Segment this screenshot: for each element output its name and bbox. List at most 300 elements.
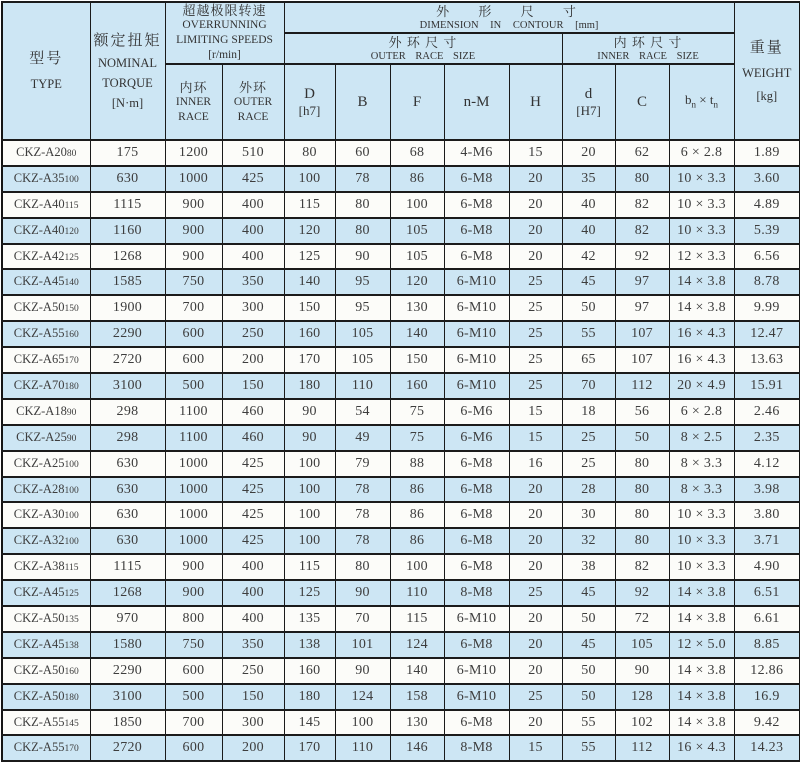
cell-type (2, 710, 90, 736)
table-row (2, 554, 800, 580)
cell-inner-speed: 1100 (165, 425, 222, 451)
cell-B: 60 (335, 140, 390, 166)
cell-nM: 6-M10 (444, 295, 509, 321)
cell-type (2, 554, 90, 580)
cell-D: 170 (284, 735, 335, 761)
table-row (2, 658, 800, 684)
cell-D: 180 (284, 373, 335, 399)
cell-weight: 8.85 (734, 632, 800, 658)
table-row (2, 528, 800, 554)
cell-bt: 16 × 4.3 (669, 347, 734, 373)
cell-B: 70 (335, 606, 390, 632)
cell-F: 105 (390, 244, 444, 270)
cell-B: 95 (335, 269, 390, 295)
table-row (2, 735, 800, 761)
cell-weight: 9.42 (734, 710, 800, 736)
col-header-H (509, 64, 562, 140)
type-code-suffix: 100 (64, 537, 79, 548)
cell-H: 20 (509, 554, 562, 580)
cell-B: 101 (335, 632, 390, 658)
cell-nM: 4-M6 (444, 140, 509, 166)
cell-C: 80 (615, 477, 669, 503)
cell-D: 100 (284, 528, 335, 554)
col-header-d (562, 64, 615, 140)
cell-outer-speed: 425 (222, 477, 284, 503)
cell-bt: 10 × 3.3 (669, 166, 734, 192)
cell-F: 140 (390, 321, 444, 347)
type-code-suffix: 125 (64, 589, 79, 600)
cell-outer-speed: 250 (222, 321, 284, 347)
table-row (2, 166, 800, 192)
table-row (2, 451, 800, 477)
cell-inner-speed: 600 (165, 658, 222, 684)
col-header-F (390, 64, 444, 140)
cell-B: 124 (335, 684, 390, 710)
weight-label-en: WEIGHT (742, 65, 792, 80)
cell-D: 80 (284, 140, 335, 166)
cell-torque: 630 (90, 528, 165, 554)
cell-weight: 6.56 (734, 244, 800, 270)
cell-nM: 6-M10 (444, 606, 509, 632)
spec-sheet (1, 1, 799, 761)
cell-d: 42 (562, 244, 615, 270)
col-header-nM (444, 64, 509, 140)
cell-torque: 630 (90, 477, 165, 503)
type-code-suffix: 135 (64, 614, 79, 625)
cell-nM: 6-M10 (444, 321, 509, 347)
cell-nM: 6-M6 (444, 425, 509, 451)
cell-d: 45 (562, 269, 615, 295)
cell-outer-speed: 400 (222, 606, 284, 632)
cell-outer-speed: 400 (222, 244, 284, 270)
cell-type (2, 477, 90, 503)
cell-B: 78 (335, 528, 390, 554)
cell-nM: 6-M8 (444, 218, 509, 244)
table-row (2, 425, 800, 451)
cell-type (2, 451, 90, 477)
cell-outer-speed: 150 (222, 373, 284, 399)
cell-bt: 14 × 3.8 (669, 606, 734, 632)
col-header-D (284, 64, 335, 140)
cell-F: 86 (390, 502, 444, 528)
type-code-suffix: 90 (66, 433, 77, 444)
cell-d: 45 (562, 632, 615, 658)
speeds-label-en1: OVERRUNNING (182, 19, 267, 31)
cell-outer-speed: 350 (222, 269, 284, 295)
cell-inner-speed: 750 (165, 632, 222, 658)
type-code-main: CKZ-A55 (13, 714, 65, 729)
cell-bt: 8 × 3.3 (669, 477, 734, 503)
cell-C: 97 (615, 269, 669, 295)
spec-table (1, 1, 800, 762)
cell-nM: 6-M10 (444, 658, 509, 684)
cell-H: 25 (509, 580, 562, 606)
cell-C: 80 (615, 528, 669, 554)
cell-F: 110 (390, 580, 444, 606)
col-header-inner-race-size (562, 33, 734, 64)
cell-weight: 16.9 (734, 684, 800, 710)
cell-torque: 630 (90, 166, 165, 192)
type-code-suffix: 125 (64, 252, 79, 263)
cell-H: 20 (509, 658, 562, 684)
cell-d: 18 (562, 399, 615, 425)
cell-d: 20 (562, 140, 615, 166)
cell-C: 92 (615, 580, 669, 606)
cell-weight: 4.90 (734, 554, 800, 580)
col-header-torque (90, 2, 165, 140)
cell-H: 25 (509, 684, 562, 710)
cell-H: 16 (509, 451, 562, 477)
cell-outer-speed: 510 (222, 140, 284, 166)
cell-type (2, 658, 90, 684)
cell-type (2, 218, 90, 244)
cell-D: 100 (284, 451, 335, 477)
cell-F: 86 (390, 166, 444, 192)
table-row (2, 477, 800, 503)
cell-nM: 6-M8 (444, 244, 509, 270)
col-header-inner-race-speed (165, 64, 222, 140)
cell-C: 82 (615, 192, 669, 218)
cell-C: 80 (615, 451, 669, 477)
cell-D: 145 (284, 710, 335, 736)
cell-inner-speed: 900 (165, 554, 222, 580)
type-code-main: CKZ-A45 (13, 585, 65, 600)
cell-inner-speed: 750 (165, 269, 222, 295)
cell-inner-speed: 1100 (165, 399, 222, 425)
cell-nM: 6-M8 (444, 477, 509, 503)
cell-outer-speed: 460 (222, 399, 284, 425)
cell-torque: 3100 (90, 373, 165, 399)
cell-weight: 4.12 (734, 451, 800, 477)
cell-outer-speed: 200 (222, 735, 284, 761)
cell-type (2, 632, 90, 658)
cell-d: 30 (562, 502, 615, 528)
cell-F: 100 (390, 554, 444, 580)
cell-D: 100 (284, 166, 335, 192)
type-code-suffix: 170 (64, 744, 79, 755)
cell-bt: 6 × 2.8 (669, 399, 734, 425)
cell-bt: 12 × 5.0 (669, 632, 734, 658)
cell-nM: 6-M10 (444, 684, 509, 710)
cell-torque: 1585 (90, 269, 165, 295)
cell-B: 78 (335, 166, 390, 192)
cell-torque: 1850 (90, 710, 165, 736)
cell-torque: 2290 (90, 321, 165, 347)
type-code-main: CKZ-A45 (13, 636, 65, 651)
cell-B: 105 (335, 347, 390, 373)
cell-d: 40 (562, 192, 615, 218)
cell-weight: 8.78 (734, 269, 800, 295)
cell-d: 55 (562, 710, 615, 736)
cell-D: 150 (284, 295, 335, 321)
inner-race-label-zh: 内环 (179, 79, 208, 95)
col-header-outer-race-size (284, 33, 562, 64)
col-header-type (2, 2, 90, 140)
cell-outer-speed: 250 (222, 658, 284, 684)
cell-nM: 6-M8 (444, 528, 509, 554)
cell-outer-speed: 400 (222, 580, 284, 606)
cell-H: 20 (509, 477, 562, 503)
cell-bt: 20 × 4.9 (669, 373, 734, 399)
col-header-outer-race-speed (222, 64, 284, 140)
cell-type (2, 192, 90, 218)
speeds-label-zh: 超越极限转速 (182, 3, 267, 18)
type-code-main: CKZ-A20 (16, 144, 67, 159)
cell-F: 105 (390, 218, 444, 244)
cell-d: 35 (562, 166, 615, 192)
cell-type (2, 580, 90, 606)
cell-C: 80 (615, 166, 669, 192)
cell-inner-speed: 500 (165, 373, 222, 399)
speeds-unit: [r/min] (208, 49, 241, 61)
cell-bt: 8 × 2.5 (669, 425, 734, 451)
cell-B: 49 (335, 425, 390, 451)
cell-torque: 2290 (90, 658, 165, 684)
cell-d: 28 (562, 477, 615, 503)
cell-outer-speed: 460 (222, 425, 284, 451)
table-row (2, 502, 800, 528)
type-code-suffix: 120 (64, 226, 79, 237)
cell-B: 90 (335, 244, 390, 270)
cell-outer-speed: 400 (222, 218, 284, 244)
cell-D: 160 (284, 658, 335, 684)
cell-type (2, 166, 90, 192)
cell-outer-speed: 425 (222, 451, 284, 477)
cell-H: 15 (509, 735, 562, 761)
cell-d: 55 (562, 321, 615, 347)
cell-nM: 8-M8 (444, 735, 509, 761)
cell-H: 20 (509, 710, 562, 736)
cell-weight: 3.98 (734, 477, 800, 503)
cell-F: 150 (390, 347, 444, 373)
cell-H: 25 (509, 321, 562, 347)
cell-C: 82 (615, 554, 669, 580)
nM-symbol: n-M (463, 94, 490, 110)
cell-B: 100 (335, 710, 390, 736)
cell-F: 120 (390, 269, 444, 295)
cell-bt: 10 × 3.3 (669, 192, 734, 218)
cell-C: 128 (615, 684, 669, 710)
cell-D: 170 (284, 347, 335, 373)
type-code-suffix: 140 (64, 278, 79, 289)
table-row (2, 295, 800, 321)
cell-torque: 298 (90, 399, 165, 425)
cell-H: 15 (509, 399, 562, 425)
cell-bt: 10 × 3.3 (669, 528, 734, 554)
cell-weight: 2.35 (734, 425, 800, 451)
type-code-main: CKZ-A55 (13, 326, 65, 341)
cell-H: 25 (509, 269, 562, 295)
cell-weight: 14.23 (734, 735, 800, 761)
cell-d: 50 (562, 606, 615, 632)
weight-label-zh: 重量 (749, 39, 784, 56)
type-code-main: CKZ-A50 (13, 688, 65, 703)
type-code-suffix: 100 (64, 511, 79, 522)
type-code-main: CKZ-A45 (13, 274, 65, 289)
cell-type (2, 735, 90, 761)
cell-B: 90 (335, 580, 390, 606)
cell-C: 72 (615, 606, 669, 632)
type-code-suffix: 115 (64, 563, 79, 574)
outer-race-label-zh: 外环 (239, 79, 268, 95)
cell-inner-speed: 1000 (165, 502, 222, 528)
cell-inner-speed: 900 (165, 218, 222, 244)
cell-C: 102 (615, 710, 669, 736)
cell-C: 92 (615, 244, 669, 270)
cell-inner-speed: 600 (165, 735, 222, 761)
cell-torque: 630 (90, 451, 165, 477)
cell-torque: 630 (90, 502, 165, 528)
cell-type (2, 244, 90, 270)
type-code-main: CKZ-A50 (13, 610, 65, 625)
type-code-main: CKZ-A28 (13, 481, 65, 496)
outer-size-label-en: OUTER RACE SIZE (370, 50, 476, 62)
cell-outer-speed: 300 (222, 710, 284, 736)
cell-weight: 5.39 (734, 218, 800, 244)
cell-torque: 1900 (90, 295, 165, 321)
cell-torque: 2720 (90, 735, 165, 761)
cell-d: 40 (562, 218, 615, 244)
cell-weight: 15.91 (734, 373, 800, 399)
cell-C: 112 (615, 373, 669, 399)
col-header-dimension-contour (284, 2, 734, 33)
cell-d: 65 (562, 347, 615, 373)
cell-B: 95 (335, 295, 390, 321)
cell-nM: 6-M8 (444, 192, 509, 218)
cell-bt: 16 × 4.3 (669, 321, 734, 347)
cell-type (2, 502, 90, 528)
cell-H: 15 (509, 140, 562, 166)
cell-C: 107 (615, 347, 669, 373)
cell-bt: 14 × 3.8 (669, 658, 734, 684)
cell-F: 115 (390, 606, 444, 632)
cell-C: 56 (615, 399, 669, 425)
table-row (2, 218, 800, 244)
cell-H: 20 (509, 606, 562, 632)
cell-bt: 12 × 3.3 (669, 244, 734, 270)
cell-d: 55 (562, 735, 615, 761)
F-symbol: F (412, 94, 422, 110)
cell-d: 50 (562, 295, 615, 321)
table-header (2, 2, 800, 140)
type-code-main: CKZ-A70 (13, 377, 65, 392)
cell-F: 75 (390, 425, 444, 451)
cell-H: 20 (509, 632, 562, 658)
cell-weight: 3.60 (734, 166, 800, 192)
H-symbol: H (530, 94, 541, 110)
cell-weight: 6.61 (734, 606, 800, 632)
cell-B: 78 (335, 502, 390, 528)
table-row (2, 710, 800, 736)
cell-bt: 14 × 3.8 (669, 580, 734, 606)
cell-type (2, 399, 90, 425)
cell-F: 160 (390, 373, 444, 399)
table-row (2, 347, 800, 373)
type-label-en: TYPE (30, 77, 62, 91)
cell-D: 180 (284, 684, 335, 710)
type-code-suffix: 160 (64, 330, 79, 341)
bn-tn-symbol: $b_n \times t_n$ (685, 92, 718, 110)
cell-torque: 1268 (90, 580, 165, 606)
cell-nM: 6-M8 (444, 502, 509, 528)
cell-outer-speed: 425 (222, 166, 284, 192)
cell-bt: 16 × 4.3 (669, 735, 734, 761)
table-row (2, 140, 800, 166)
outer-race-label-en1: OUTER (233, 95, 273, 108)
cell-C: 97 (615, 295, 669, 321)
cell-inner-speed: 700 (165, 295, 222, 321)
type-code-suffix: 160 (64, 666, 79, 677)
cell-bt: 10 × 3.3 (669, 502, 734, 528)
cell-nM: 6-M8 (444, 554, 509, 580)
cell-B: 78 (335, 477, 390, 503)
cell-B: 80 (335, 218, 390, 244)
cell-inner-speed: 600 (165, 321, 222, 347)
table-row (2, 399, 800, 425)
type-code-suffix: 115 (64, 200, 79, 211)
cell-nM: 6-M10 (444, 373, 509, 399)
cell-torque: 3100 (90, 684, 165, 710)
cell-nM: 8-M8 (444, 580, 509, 606)
cell-nM: 6-M8 (444, 632, 509, 658)
cell-F: 100 (390, 192, 444, 218)
dimension-label-zh: 外 形 尺 寸 (436, 3, 582, 19)
type-code-main: CKZ-A38 (13, 559, 65, 574)
d-tolerance: [H7] (576, 103, 601, 118)
inner-size-label-zh: 内 环 尺 寸 (613, 34, 683, 50)
cell-type (2, 425, 90, 451)
cell-B: 105 (335, 321, 390, 347)
cell-inner-speed: 800 (165, 606, 222, 632)
cell-F: 86 (390, 477, 444, 503)
col-header-bn-tn (669, 64, 734, 140)
torque-unit: [N·m] (111, 95, 144, 110)
type-code-main: CKZ-A40 (13, 196, 65, 211)
torque-label-zh: 额定扭矩 (93, 32, 162, 49)
D-symbol: D (304, 86, 315, 102)
type-code-suffix: 145 (64, 718, 79, 729)
cell-C: 62 (615, 140, 669, 166)
cell-type (2, 140, 90, 166)
table-row (2, 244, 800, 270)
cell-D: 160 (284, 321, 335, 347)
d-symbol: d (584, 86, 593, 102)
cell-H: 15 (509, 425, 562, 451)
cell-bt: 10 × 3.3 (669, 554, 734, 580)
table-row (2, 632, 800, 658)
cell-nM: 6-M8 (444, 166, 509, 192)
cell-D: 135 (284, 606, 335, 632)
cell-F: 140 (390, 658, 444, 684)
table-row (2, 373, 800, 399)
cell-type (2, 295, 90, 321)
cell-weight: 1.89 (734, 140, 800, 166)
type-code-suffix: 100 (64, 485, 79, 496)
cell-B: 54 (335, 399, 390, 425)
cell-D: 120 (284, 218, 335, 244)
cell-weight: 12.86 (734, 658, 800, 684)
cell-D: 138 (284, 632, 335, 658)
type-code-main: CKZ-A42 (13, 248, 65, 263)
table-row (2, 580, 800, 606)
cell-F: 158 (390, 684, 444, 710)
cell-inner-speed: 900 (165, 580, 222, 606)
cell-weight: 3.71 (734, 528, 800, 554)
type-code-main: CKZ-A30 (13, 507, 65, 522)
cell-F: 124 (390, 632, 444, 658)
cell-H: 20 (509, 166, 562, 192)
cell-outer-speed: 200 (222, 347, 284, 373)
